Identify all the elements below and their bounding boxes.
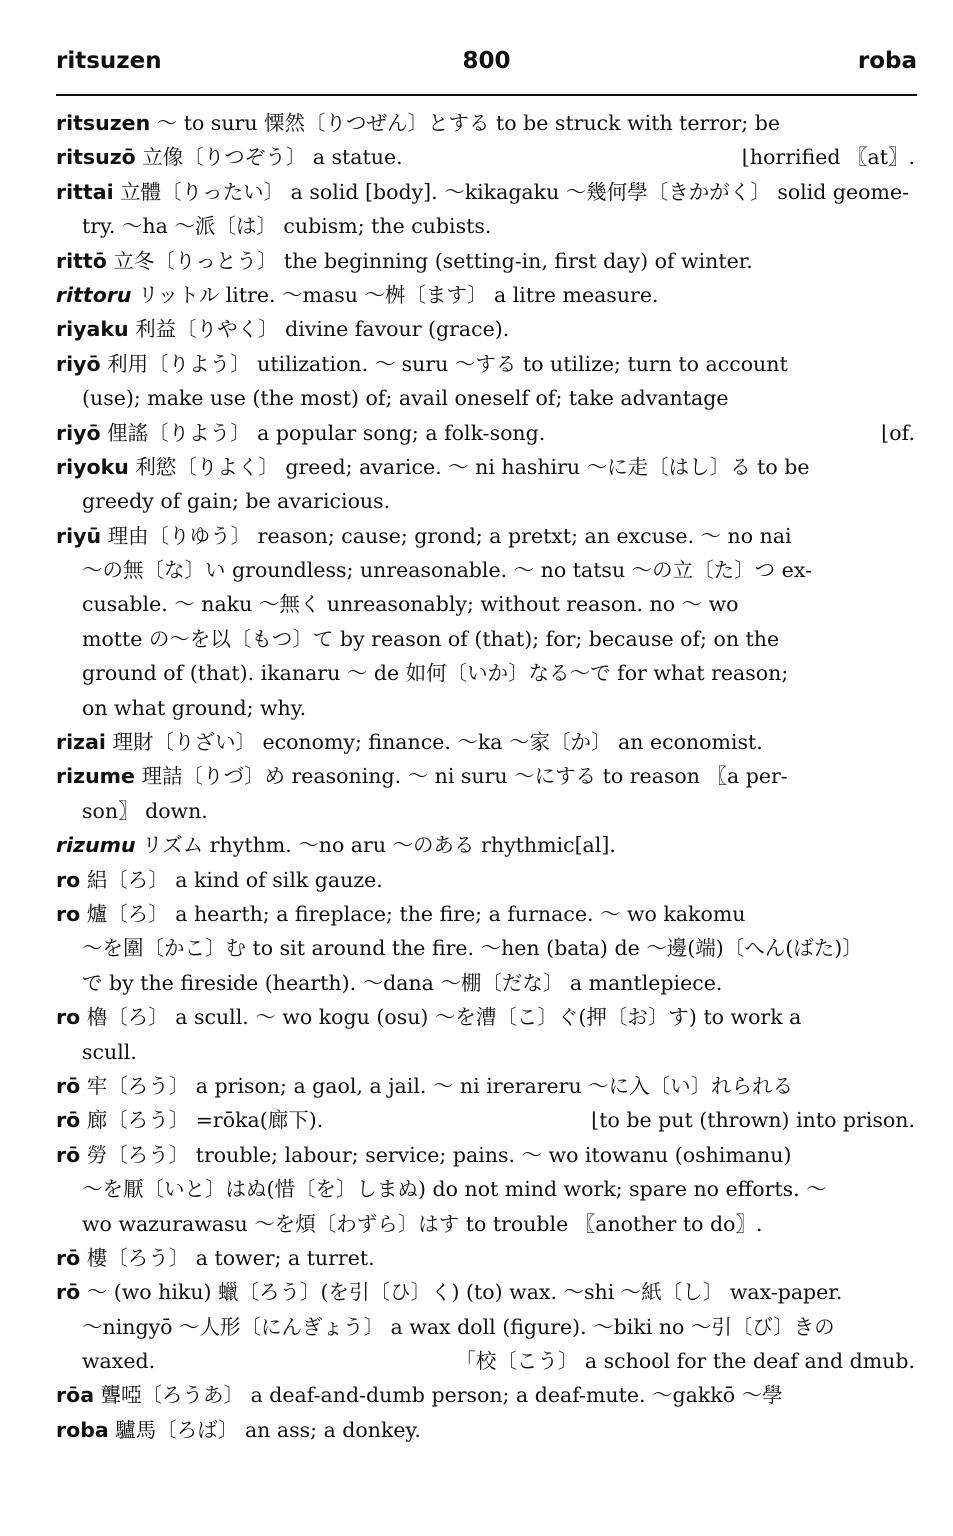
entry-text: wo wazurawasu ～を煩〔わずら〕はす to trouble 〖another to do〗. (82, 1211, 763, 1236)
headword: ro (56, 1005, 81, 1030)
entry-text: ～を厭〔いと〕はぬ(惜〔を〕しまぬ) do not mind work; spare no efforts. ～ (82, 1177, 827, 1202)
entry-continuation-line (56, 484, 923, 518)
headword: ro (56, 867, 81, 892)
entry-line (56, 450, 923, 484)
entry-continuation-line (56, 381, 923, 415)
entry-line (56, 1138, 923, 1172)
entry-text: ～を圍〔かこ〕む to sit around the fire. ～hen (bata) de ～邊(端)〔へん(ばた)〕 (82, 936, 863, 961)
entry-line (56, 1413, 923, 1447)
entry-line (56, 759, 923, 793)
entry-line (56, 416, 923, 450)
headword: rō (56, 1280, 81, 1305)
headword: riyoku (56, 454, 129, 479)
entry-text: on what ground; why. (82, 695, 307, 720)
entry-text: 立體〔りったい〕 a solid [body]. ～kikagaku ～幾何學〔きかがく〕 solid geome- (113, 179, 910, 204)
headword: rō (56, 1245, 81, 1270)
entry-text: waxed. (82, 1349, 156, 1374)
entry-continuation-line (56, 1310, 923, 1344)
entry-text: 勞〔ろう〕 trouble; labour; service; pains. ～ wo itowanu (oshimanu) (80, 1142, 792, 1167)
carried-over-text: 「校〔こう〕 a school for the deaf and dmub. (455, 1349, 915, 1374)
headword: rittai (56, 179, 114, 204)
entry-text: 廊〔ろう〕 =rōka(廊下). (80, 1108, 324, 1133)
entry-text: 牢〔ろう〕 a prison; a gaol, a jail. ～ ni irerareru ～に入〔い〕れられる (80, 1073, 794, 1098)
entry-text: 驢馬〔ろば〕 an ass; a donkey. (108, 1417, 421, 1442)
entry-text: motte の～を以〔もつ〕て by reason of (that); for; because of; on the (82, 626, 780, 651)
entry-text: ～ningyō ～人形〔にんぎょう〕 a wax doll (figure). ～biki no ～引〔び〕きの (82, 1314, 835, 1339)
entry-text: ～の無〔な〕い groundless; unreasonable. ～ no tatsu ～の立〔た〕つ ex- (82, 558, 812, 583)
entry-text: (use); make use (the most) of; avail oneself of; take advantage (82, 386, 729, 411)
entry-continuation-line (56, 587, 923, 621)
entry-continuation-line (56, 966, 923, 1000)
headword: rittoru (56, 282, 132, 307)
headword: ritsuzen (56, 111, 151, 135)
entry-line (56, 725, 923, 759)
headword: rizai (56, 730, 106, 755)
headword: riyū (56, 523, 102, 548)
entry-text: 立冬〔りっとう〕 the beginning (setting-in, first day) of winter. (106, 248, 753, 273)
entry-text: cusable. ～ naku ～無く unreasonably; without reason. no ～ wo (82, 592, 739, 617)
entry-text: で by the fireside (hearth). ～dana ～棚〔だな〕 a mantlepiece. (82, 970, 723, 995)
entry-continuation-line (56, 656, 923, 690)
entry-line (56, 897, 923, 931)
entry-line (56, 1378, 923, 1412)
entry-continuation-line (56, 622, 923, 656)
entry-continuation-line (56, 1172, 923, 1206)
headword: rōa (56, 1383, 95, 1408)
entry-line (56, 244, 923, 278)
entry-continuation-line (56, 1207, 923, 1241)
entry-line (56, 140, 923, 174)
entry-continuation-line (56, 209, 923, 243)
entry-text: ～ (wo hiku) 蠟〔ろう〕(を引〔ひ〕く) (to) wax. ～shi ～紙〔し〕 wax-paper. (80, 1280, 843, 1305)
carried-over-text: ⌊to be put (thrown) into prison. (591, 1108, 915, 1133)
entry-line (56, 1000, 923, 1034)
headword: rō (56, 1108, 81, 1133)
entry-text: 理由〔りゆう〕 reason; cause; grond; a pretxt; an excuse. ～ no nai (101, 523, 792, 548)
header-rule (56, 94, 917, 96)
headword: rizume (56, 764, 135, 789)
entry-line (56, 347, 923, 381)
entry-line (56, 828, 923, 862)
entry-text: 聾啞〔ろうあ〕 a deaf-and-dumb person; a deaf-mute. ～gakkō ～學 (94, 1383, 783, 1408)
entry-line (56, 312, 923, 346)
entry-text: 利用〔りよう〕 utilization. ～ suru ～する to utilize; turn to account (100, 351, 788, 376)
entry-line (56, 278, 923, 312)
entry-text: 爐〔ろ〕 a hearth; a fireplace; the fire; a furnace. ～ wo kakomu (80, 901, 746, 926)
entry-text: 利益〔りやく〕 divine favour (grace). (128, 317, 510, 342)
entry-continuation-line (56, 1035, 923, 1069)
carried-over-text: ⌊of. (881, 420, 915, 445)
entry-text: 利慾〔りよく〕 greed; avarice. ～ ni hashiru ～に走〔はし〕る to be (128, 454, 810, 479)
entry-text: 櫓〔ろ〕 a scull. ～ wo kogu (osu) ～を漕〔こ〕ぐ(押〔お〕す) to work a (80, 1005, 802, 1030)
entry-text: リットル litre. ～masu ～桝〔ます〕 a litre measure. (131, 282, 659, 307)
headword: roba (56, 1417, 109, 1442)
headword: ro (56, 901, 81, 926)
entry-text: リズム rhythm. ～no aru ～のある rhythmic[al]. (135, 833, 616, 858)
headword: rizumu (56, 833, 136, 858)
entry-continuation-line (56, 931, 923, 965)
entry-line (56, 1069, 923, 1103)
headword: riyō (56, 420, 101, 445)
entry-line (56, 175, 923, 209)
headword: rō (56, 1073, 81, 1098)
entry-text: 立像〔りつぞう〕 a statue. (135, 145, 403, 170)
headword: rittō (56, 248, 107, 273)
carried-over-text: ⌊horrified 〖at〗. (741, 145, 915, 170)
entry-text: scull. (82, 1039, 137, 1064)
entry-text: 理財〔りざい〕 economy; finance. ～ka ～家〔か〕 an economist. (105, 730, 763, 755)
entry-line (56, 863, 923, 897)
entry-line (56, 1241, 923, 1275)
entry-text: 絽〔ろ〕 a kind of silk gauze. (80, 867, 383, 892)
entry-continuation-line (56, 794, 923, 828)
entry-text: 俚謠〔りよう〕 a popular song; a folk-song. (100, 420, 546, 445)
header-left-guide-word: ritsuzen (56, 48, 162, 74)
entry-line (56, 1275, 923, 1309)
entry-text: try. ～ha ～派〔は〕 cubism; the cubists. (82, 214, 492, 239)
entry-continuation-line (56, 553, 923, 587)
entry-text: 理詰〔りづ〕め reasoning. ～ ni suru ～にする to reason 〖a per- (134, 764, 788, 789)
entry-text: greedy of gain; be avaricious. (82, 489, 391, 514)
entry-text: ground of (that). ikanaru ～ de 如何〔いか〕なる～で for what reason; (82, 661, 789, 686)
headword: riyaku (56, 317, 129, 342)
entry-line (56, 519, 923, 553)
entry-continuation-line (56, 691, 923, 725)
entry-list (56, 106, 923, 1447)
entry-text: 樓〔ろう〕 a tower; a turret. (80, 1245, 375, 1270)
entry-line (56, 1103, 923, 1137)
headword: riyō (56, 351, 101, 376)
headword: rō (56, 1142, 81, 1167)
page-number: 800 (462, 48, 511, 74)
entry-text: ～ to suru 慄然〔りつぜん〕とする to be struck with terror; be (150, 111, 780, 135)
entry-continuation-line (56, 1344, 923, 1378)
header-right-guide-word: roba (857, 48, 917, 74)
page-header (56, 48, 917, 84)
headword: ritsuzō (56, 145, 136, 170)
entry-text: son〗 down. (82, 798, 208, 823)
entry-line (56, 106, 923, 140)
